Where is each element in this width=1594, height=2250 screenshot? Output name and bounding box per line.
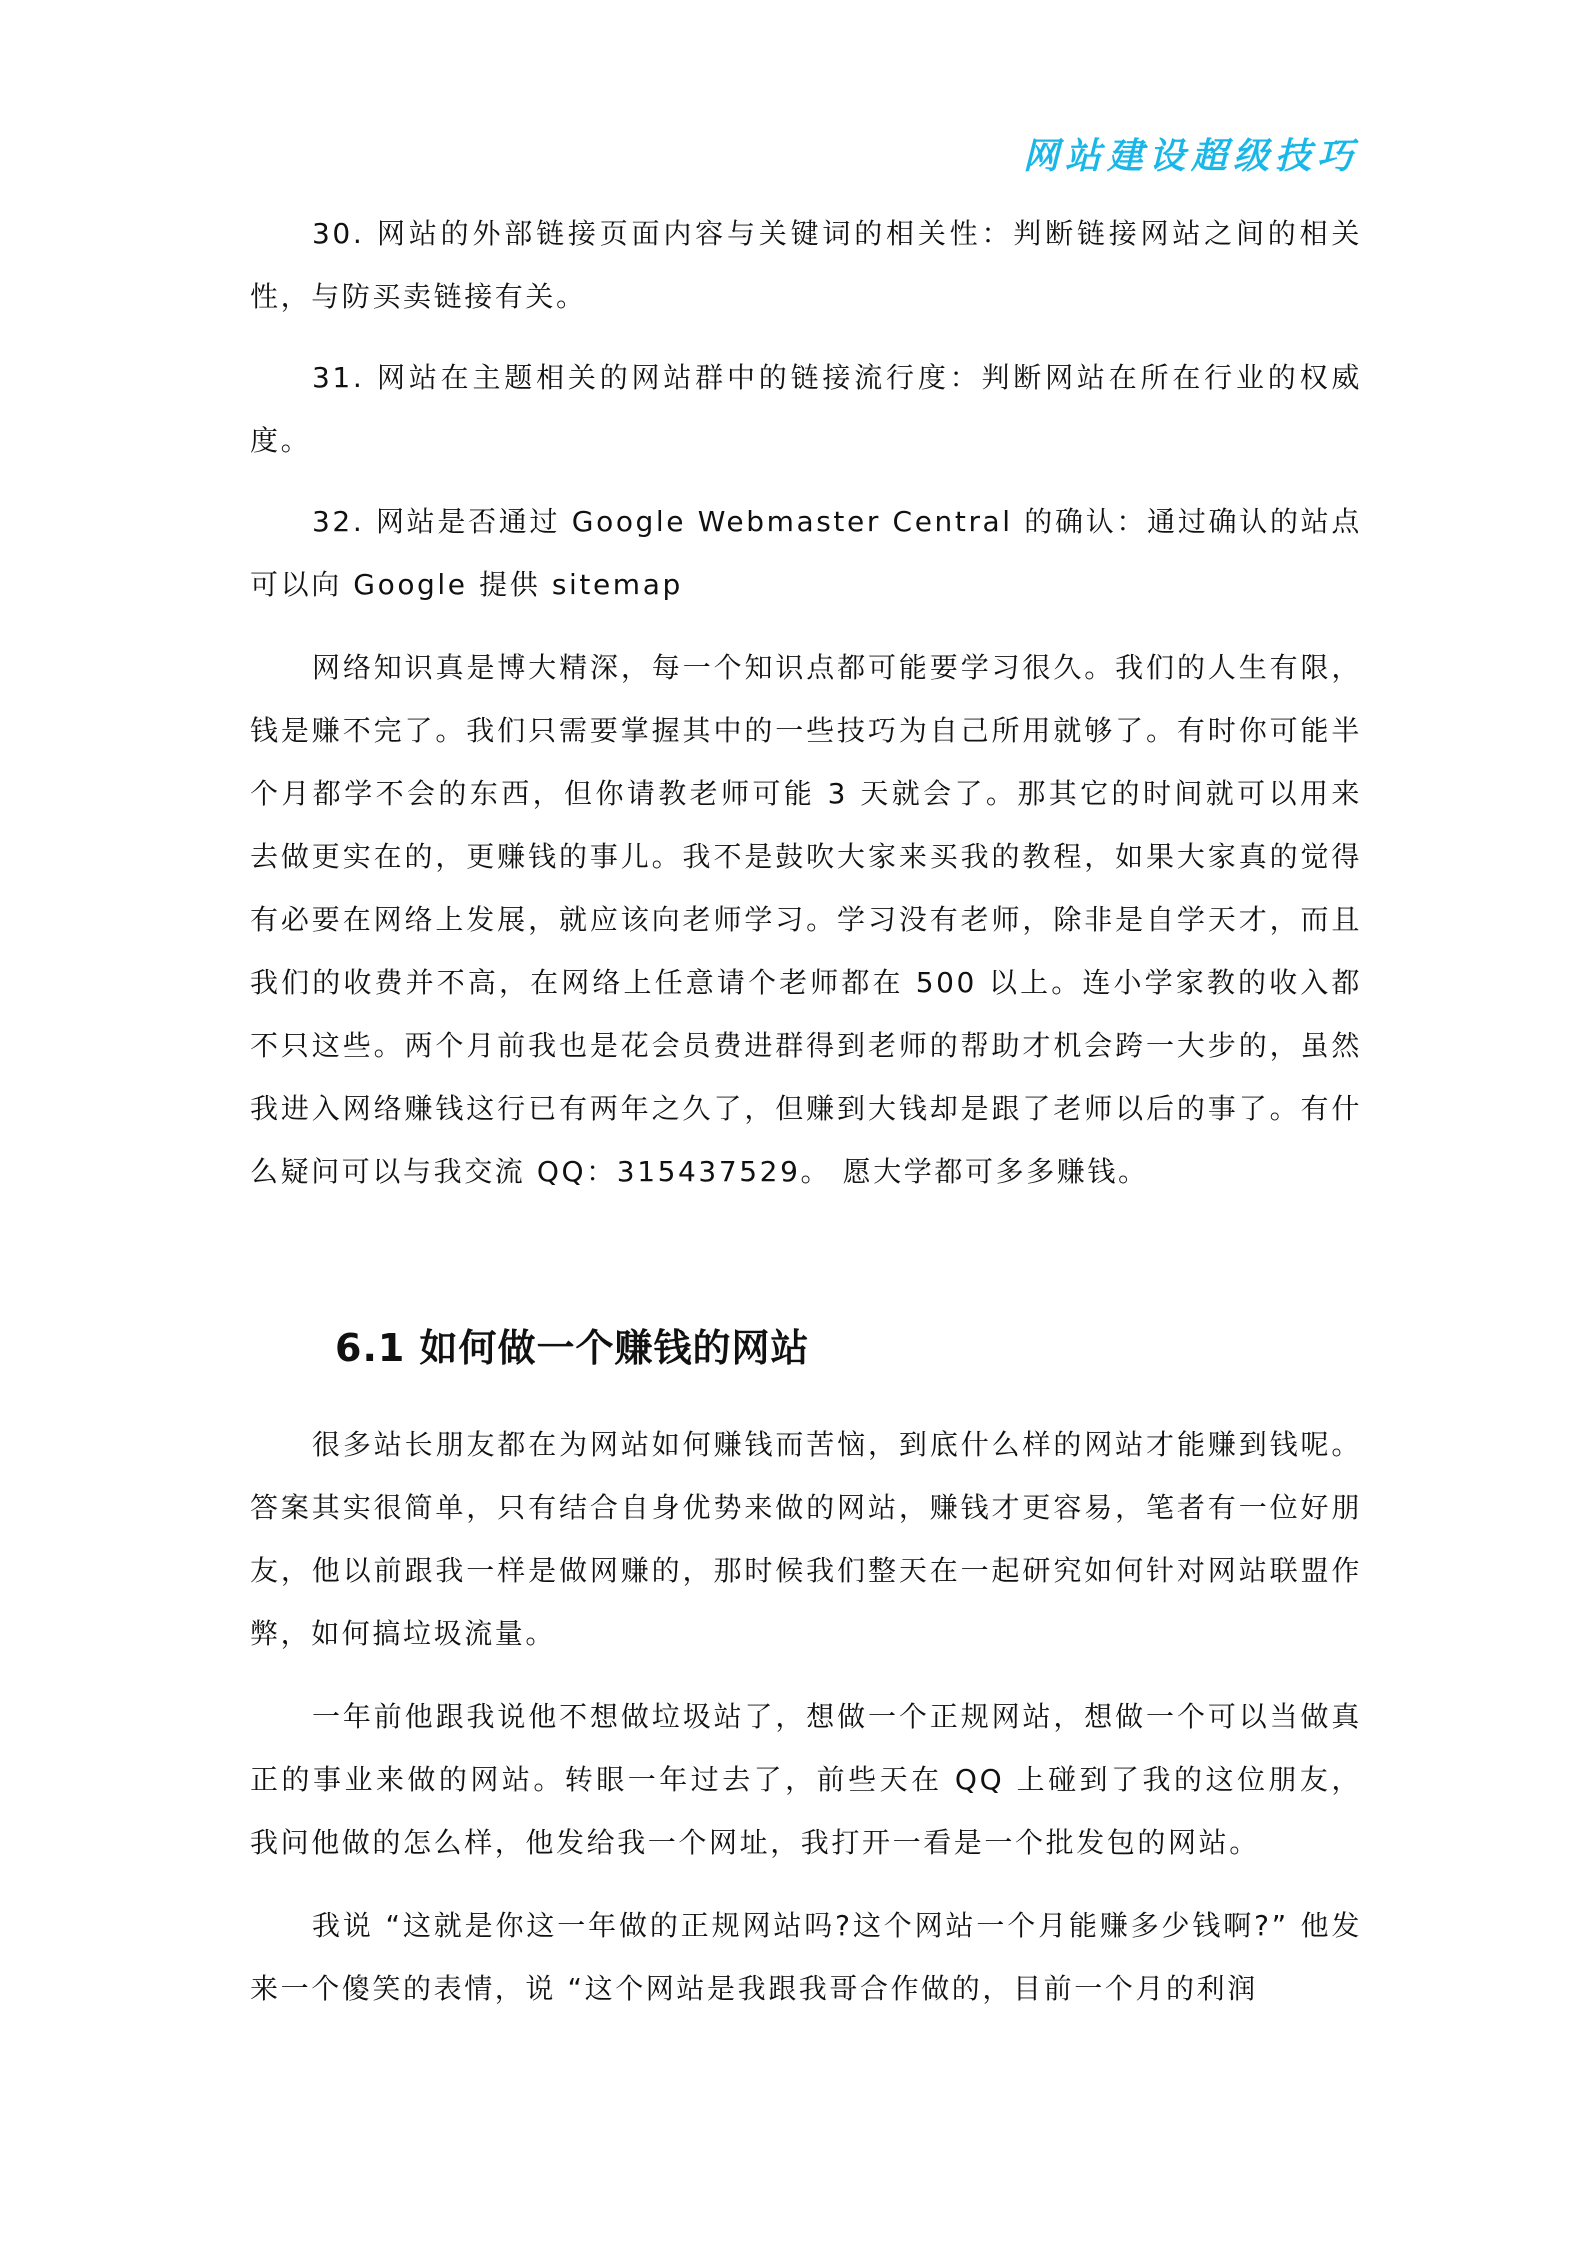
section-heading: 6.1 如何做一个赚钱的网站 bbox=[335, 1326, 810, 1370]
header-title: 网站建设超级技巧 bbox=[1022, 135, 1359, 177]
paragraph-item-30: 30. 网站的外部链接页面内容与关键词的相关性：判断链接网站之间的相关性，与防买卖链接有关。 bbox=[250, 217, 1362, 313]
paragraph-intro: 很多站长朋友都在为网站如何赚钱而苦恼，到底什么样的网站才能赚到钱呢。答案其实很简单，只有结合自身优势来做的网站，赚钱才更容易，笔者有一位好朋友，他以前跟我一样是做网赚的，那时候我们整天在一起研究如何针对网站联盟作弊，如何搞垃圾流量。 bbox=[250, 1428, 1362, 1650]
paragraph-story: 一年前他跟我说他不想做垃圾站了，想做一个正规网站，想做一个可以当做真正的事业来做的网站。转眼一年过去了，前些天在 QQ 上碰到了我的这位朋友，我问他做的怎么样，他发给我一个网址，我打开一看是一个批发包的网站。 bbox=[250, 1700, 1362, 1859]
paragraph-item-31: 31. 网站在主题相关的网站群中的链接流行度：判断网站在所在行业的权威度。 bbox=[250, 361, 1362, 457]
paragraph-note: 网络知识真是博大精深，每一个知识点都可能要学习很久。我们的人生有限，钱是赚不完了。我们只需要掌握其中的一些技巧为自己所用就够了。有时你可能半个月都学不会的东西，但你请教老师可能 3 天就会了。那其它的时间就可以用来去做更实在的，更赚钱的事儿。我不是鼓吹大家来买我的教程，如果大家真的觉得有必要在网络上发展，就应该向老师学习。学习没有老师，除非是自学天才，而且我们的收费并不高，在网络上任意请个老师都在 500 以上。连小学家教的收入都不只这些。两个月前我也是花会员费进群得到老师的帮助才机会跨一大步的，虽然我进入网络赚钱这行已有两年之久了，但赚到大钱却是跟了老师以后的事了。有什么疑问可以与我交流 QQ：315437529。 愿大学都可多多赚钱。 bbox=[250, 651, 1362, 1188]
paragraph-dialogue: 我说 “这就是你这一年做的正规网站吗?这个网站一个月能赚多少钱啊?” 他发来一个傻笑的表情，说 “这个网站是我跟我哥合作做的，目前一个月的利润 bbox=[250, 1909, 1362, 2005]
document-body bbox=[250, 202, 1362, 2020]
paragraph-item-32: 32. 网站是否通过 Google Webmaster Central 的确认：通过确认的站点可以向 Google 提供 sitemap bbox=[250, 505, 1362, 601]
